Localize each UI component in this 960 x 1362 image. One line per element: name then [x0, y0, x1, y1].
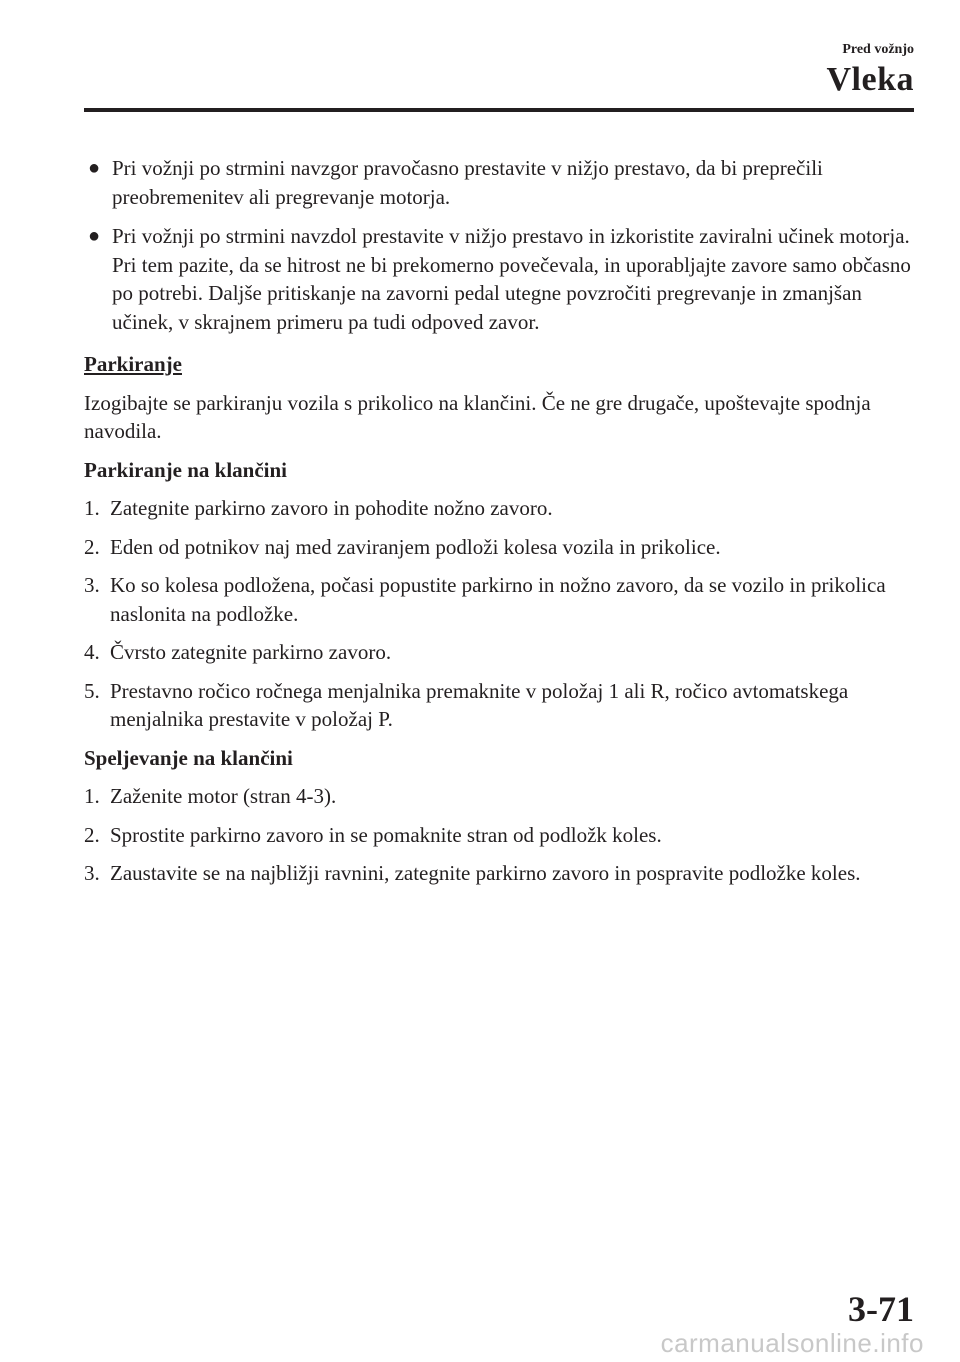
document-body [84, 154, 916, 898]
list-item [84, 859, 916, 888]
list-item [84, 494, 916, 523]
list-item [84, 533, 916, 562]
step-text: Eden od potnikov naj med zaviranjem podloži kolesa vozila in prikolice. [110, 534, 721, 559]
bullet-text: Pri vožnji po strmini navzgor pravočasno prestavite v nižjo prestavo, da bi preprečili preobremenitev ali pregrevanje motorja. [112, 156, 823, 209]
step-number: 3. [84, 861, 100, 885]
list-item [84, 821, 916, 850]
step-text: Čvrsto zategnite parkirno zavoro. [110, 640, 392, 664]
step-number: 4. [84, 640, 100, 664]
bullet-icon: ● [88, 225, 101, 247]
step-number: 2. [84, 534, 100, 559]
header-section-label: Pred vožnjo [842, 42, 914, 57]
step-text: Sprostite parkirno zavoro in se pomaknite stran od podložk koles. [110, 822, 662, 847]
subheading-leaving-slope: Speljevanje na klančini [84, 745, 293, 770]
step-text: Zategnite parkirno zavoro in pohodite nožno zavoro. [110, 496, 553, 520]
step-number: 3. [84, 573, 100, 597]
page-number: 3-71 [848, 1289, 914, 1329]
step-number: 5. [84, 678, 100, 703]
bullet-text: Pri vožnji po strmini navzdol prestavite v nižjo prestavo in izkoristite zaviralni učinek motorja. Pri tem pazite, da se hitrost ne bi prekomerno povečevala, in uporabljajte zavore samo občasno po potrebi. Daljše pritiskanje na zavorni pedal utegne povzročiti pregrevanje in zmanjšan učinek, v skrajnem primeru pa tudi odpoved zavor. [112, 224, 911, 334]
list-item [84, 638, 916, 667]
list-item [84, 782, 916, 811]
section-heading-parking: Parkiranje [84, 352, 182, 376]
parking-intro: Izogibajte se parkiranju vozila s prikolico na klančini. Če ne gre drugače, upoštevajte spodnja navodila. [84, 390, 871, 443]
step-number: 1. [84, 784, 100, 808]
step-text: Ko so kolesa podložena, počasi popustite parkirno in nožno zavoro, da se vozilo in prikolica naslonita na podložke. [110, 573, 886, 626]
header-divider [84, 108, 914, 112]
step-text: Prestavno ročico ročnega menjalnika premaknite v položaj 1 ali R, ročico avtomatskega menjalnika prestavite v položaj P. [110, 678, 849, 731]
parking-steps-list [84, 494, 916, 734]
subheading-parking-on-slope: Parkiranje na klančini [84, 457, 288, 482]
list-item [84, 222, 916, 336]
step-number: 2. [84, 822, 100, 847]
list-item [84, 677, 916, 734]
step-text: Zaženite motor (stran 4-3). [110, 784, 337, 808]
list-item [84, 154, 916, 211]
watermark: carmanualsonline.info [660, 1328, 924, 1358]
page-title: Vleka [826, 61, 914, 98]
list-item [84, 571, 916, 628]
leaving-steps-list [84, 782, 916, 888]
bullet-list [84, 154, 916, 336]
step-number: 1. [84, 496, 100, 520]
bullet-icon: ● [88, 157, 101, 179]
step-text: Zaustavite se na najbližji ravnini, zategnite parkirno zavoro in pospravite podložke koles. [110, 861, 861, 885]
